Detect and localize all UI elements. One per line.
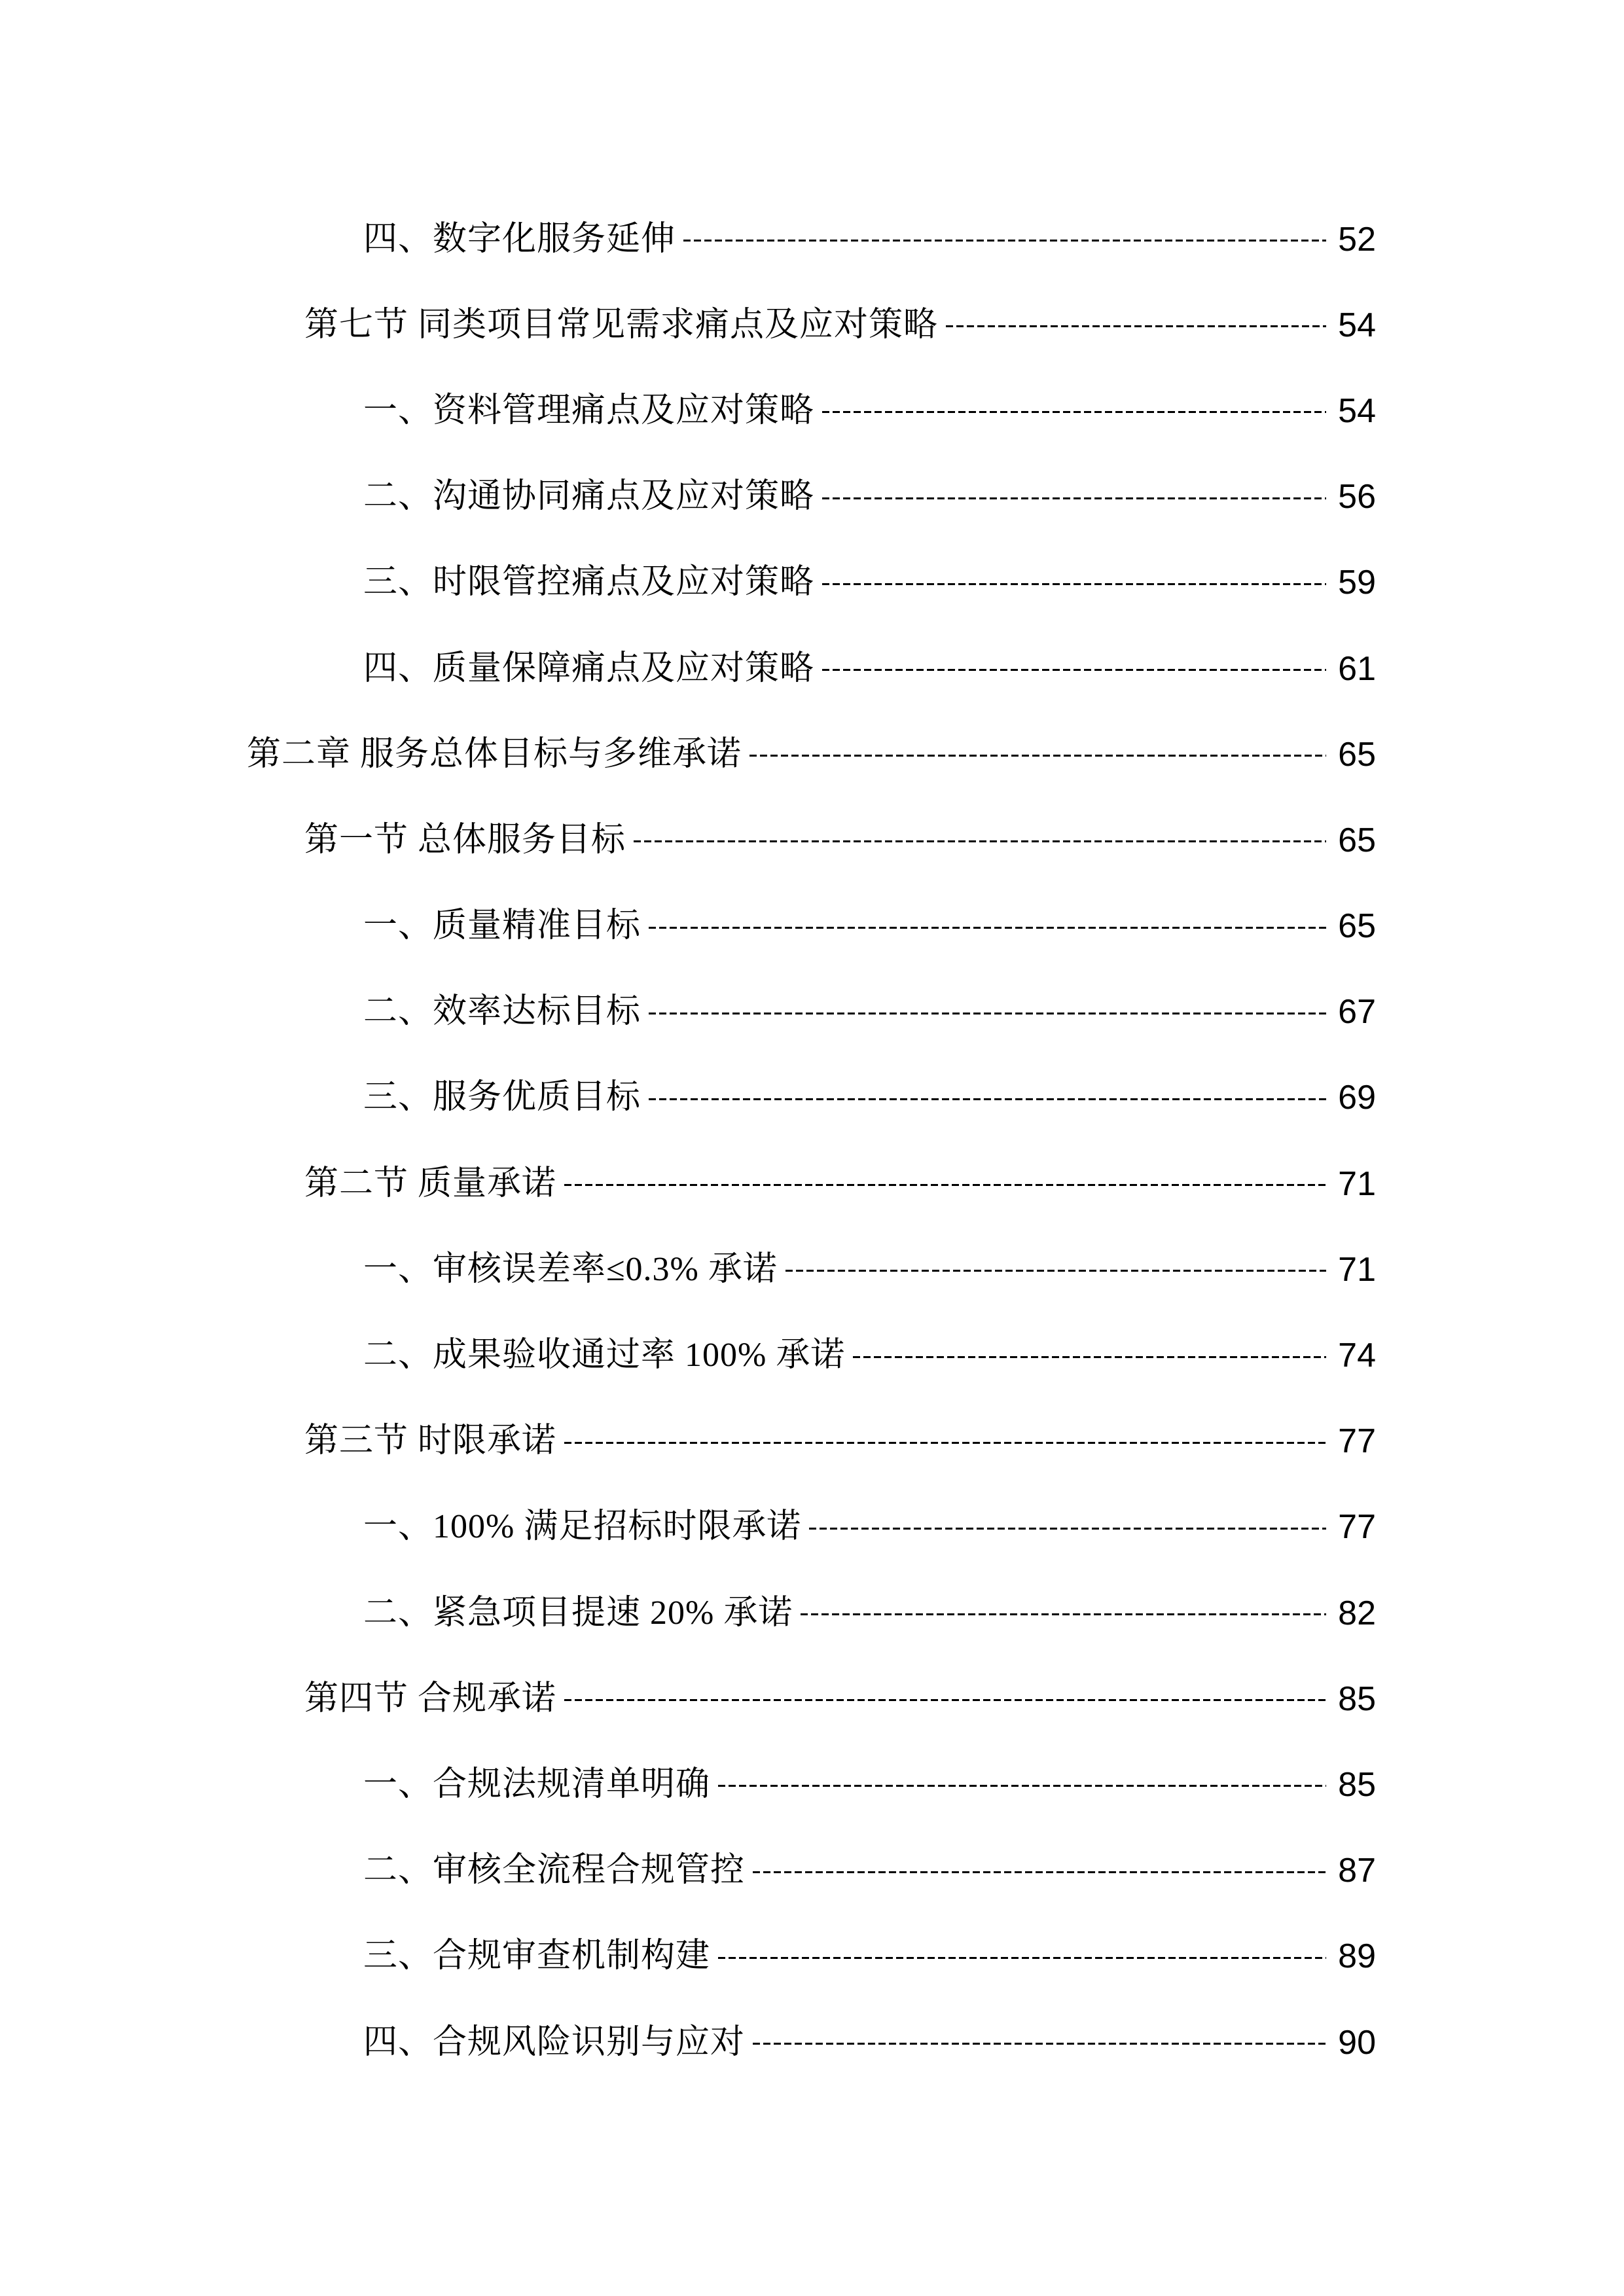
dot-leader [853,1356,1326,1358]
toc-entry-page: 52 [1338,220,1376,259]
toc-entry[interactable] [0,540,1624,626]
toc-entry[interactable] [0,1227,1624,1312]
toc-entry-page: 77 [1338,1508,1376,1547]
toc-entry-page: 65 [1338,735,1376,774]
toc-entry-title: 三、时限管控痛点及应对策略 [363,564,815,601]
toc-entry-title: 第四节 合规承诺 [304,1679,557,1717]
toc-entry-page: 77 [1338,1422,1376,1461]
toc-entry[interactable] [0,969,1624,1055]
toc-entry-page: 71 [1338,1250,1376,1289]
dot-leader [946,325,1326,327]
toc-entry[interactable] [0,1484,1624,1570]
toc-entry-page: 65 [1338,821,1376,859]
toc-entry-title: 二、沟通协同痛点及应对策略 [363,478,815,516]
toc-entry-title: 第七节 同类项目常见需求痛点及应对策略 [304,306,939,344]
toc-entry-page: 61 [1338,649,1376,688]
dot-leader [649,927,1326,929]
toc-entry[interactable] [0,1312,1624,1398]
dot-leader [801,1613,1326,1615]
toc-entry-page: 85 [1338,1679,1376,1718]
dot-leader [718,1957,1326,1959]
toc-entry-title: 四、数字化服务延伸 [363,220,676,258]
dot-leader [718,1785,1326,1787]
toc-entry[interactable] [0,1914,1624,2000]
toc-entry[interactable] [0,368,1624,454]
toc-entry-page: 56 [1338,478,1376,516]
dot-leader [649,1013,1326,1014]
toc-entry-page: 87 [1338,1852,1376,1890]
toc-entry-page: 74 [1338,1336,1376,1375]
toc-entry-title: 第二节 质量承诺 [304,1164,557,1202]
toc-entry-title: 二、审核全流程合规管控 [363,1852,746,1890]
toc-entry-page: 82 [1338,1594,1376,1632]
toc-entry-title: 一、合规法规清单明确 [363,1765,711,1803]
dot-leader [564,1184,1326,1186]
dot-leader [753,2043,1326,2045]
toc-entry-page: 89 [1338,1937,1376,1976]
toc-entry-page: 65 [1338,907,1376,946]
toc-entry-title: 二、效率达标目标 [363,993,641,1031]
dot-leader [822,583,1326,585]
dot-leader [634,840,1326,842]
toc-entry-title: 一、100% 满足招标时限承诺 [363,1508,802,1546]
toc-entry-page: 54 [1338,391,1376,430]
toc-entry-title: 四、质量保障痛点及应对策略 [363,649,815,687]
toc-entry[interactable] [0,196,1624,282]
toc-entry-title: 一、质量精准目标 [363,907,641,945]
toc-entry-title: 一、资料管理痛点及应对策略 [363,391,815,429]
dot-leader [683,240,1326,242]
table-of-contents [0,196,1624,2085]
toc-entry[interactable] [0,626,1624,711]
toc-entry-title: 三、服务优质目标 [363,1079,641,1117]
dot-leader [649,1098,1326,1100]
toc-entry[interactable] [0,2000,1624,2085]
toc-entry-title: 四、合规风险识别与应对 [363,2023,746,2061]
dot-leader [564,1442,1326,1444]
dot-leader [809,1528,1326,1530]
toc-entry-page: 69 [1338,1079,1376,1117]
toc-entry-title: 第二章 服务总体目标与多维承诺 [247,735,742,773]
toc-entry-page: 54 [1338,306,1376,344]
toc-entry-title: 第三节 时限承诺 [304,1422,557,1460]
toc-entry[interactable] [0,797,1624,883]
toc-entry-page: 85 [1338,1765,1376,1804]
toc-entry-page: 59 [1338,564,1376,602]
toc-entry-chapter[interactable] [0,711,1624,797]
toc-entry[interactable] [0,1399,1624,1484]
dot-leader [822,497,1326,499]
toc-entry-title: 一、审核误差率≤0.3% 承诺 [363,1250,778,1288]
toc-entry[interactable] [0,1055,1624,1141]
dot-leader [753,1871,1326,1873]
toc-entry-title: 三、合规审查机制构建 [363,1937,711,1975]
dot-leader [785,1270,1326,1272]
toc-entry-title: 二、紧急项目提速 20% 承诺 [363,1594,793,1632]
toc-entry[interactable] [0,1828,1624,1914]
toc-entry[interactable] [0,282,1624,368]
toc-entry[interactable] [0,1742,1624,1827]
dot-leader [749,755,1326,757]
dot-leader [822,411,1326,413]
dot-leader [564,1699,1326,1701]
dot-leader [822,669,1326,671]
toc-entry[interactable] [0,884,1624,969]
toc-entry-title: 第一节 总体服务目标 [304,821,626,859]
toc-entry-title: 二、成果验收通过率 100% 承诺 [363,1336,846,1374]
toc-entry-page: 71 [1338,1164,1376,1203]
toc-entry-page: 90 [1338,2023,1376,2062]
toc-entry-page: 67 [1338,993,1376,1031]
toc-entry[interactable] [0,1141,1624,1227]
toc-entry[interactable] [0,1656,1624,1742]
toc-entry[interactable] [0,1570,1624,1656]
toc-entry[interactable] [0,454,1624,540]
